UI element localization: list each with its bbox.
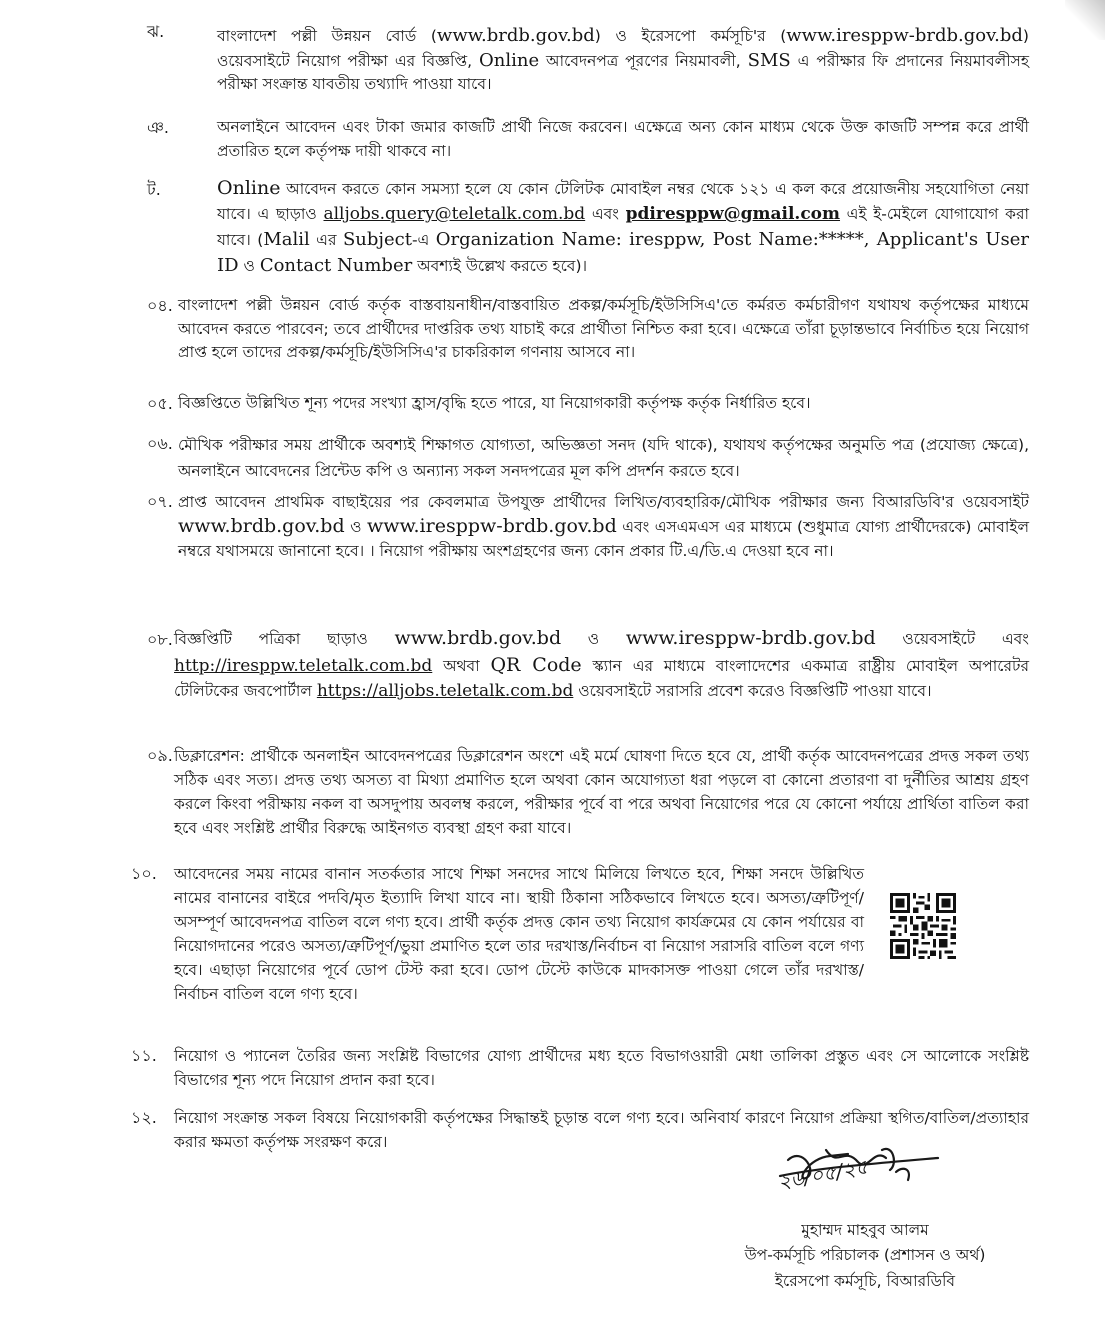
item-number: ০৭. bbox=[147, 492, 173, 511]
item-number: ১১. bbox=[131, 1046, 157, 1065]
item-number: ০৮. bbox=[147, 630, 173, 649]
item-text: মৌখিক পরীক্ষার সময় প্রার্থীকে অবশ্যই শিক্ষাগত যোগ্যতা, অভিজ্ঞতা সনদ (যদি থাকে), যথাযথ কর্তৃপক্ষের অনুমতি পত্র (প্রযোজ্য ক্ষেত্রে), অনলাইনে আবেদনের প্রিন্টেড কপি ও অন্যান্য সকল সনদপত্রের মূল কপি প্রদর্শন করতে হবে। bbox=[178, 436, 1029, 480]
item-number: ১২. bbox=[131, 1108, 157, 1127]
signature-date: ২৬/০৫/২৫ bbox=[775, 1154, 871, 1194]
link-iresppw-teletalk[interactable]: http://iresppw.teletalk.com.bd bbox=[174, 655, 433, 676]
email-link[interactable]: pdiresppw@gmail.com bbox=[625, 204, 841, 224]
item-number: ০৪. bbox=[147, 296, 173, 315]
link-alljobs-teletalk[interactable]: https://alljobs.teletalk.com.bd bbox=[316, 681, 574, 701]
item-text: প্রাপ্ত আবেদন প্রাথমিক বাছাইয়ের পর কেবলমাত্র উপযুক্ত প্রার্থীদের লিখিত/ব্যবহারিক/মৌখিক পরীক্ষার জন্য বিআরডিবি'র ওয়েবসাইট www.brdb.gov.bd ও www.iresppw-brdb.gov.bd এবং এসএমএস এর মাধ্যমে (শুধুমাত্র যোগ্য প্রার্থীদেরকে) মোবাইল নম্বরে যথাসময়ে জানানো হবে। । নিয়োগ পরীক্ষায় অংশগ্রহণের জন্য কোন প্রকার টি.এ/ডি.এ দেওয়া হবে না। bbox=[178, 493, 1030, 560]
qr-code-icon bbox=[887, 890, 959, 962]
signatory-designation: উপ-কর্মসূচি পরিচালক (প্রশাসন ও অর্থ) bbox=[744, 1246, 986, 1264]
item-number: ঞ. bbox=[147, 118, 169, 137]
item-number: ট. bbox=[147, 180, 161, 199]
item-text: নিয়োগ সংক্রান্ত সকল বিষয়ে নিয়োগকারী কর্তৃপক্ষের সিদ্ধান্তই চূড়ান্ত বলে গণ্য হবে। অনিবার্য কারণে নিয়োগ প্রক্রিয়া স্থগিত/বাতিল/প্রত্যাহার করার ক্ষমতা কর্তৃপক্ষ সংরক্ষণ করে। bbox=[174, 1109, 1029, 1151]
signatory-name: মুহাম্মদ মাহবুব আলম bbox=[801, 1221, 929, 1239]
item-text: অনলাইনে আবেদন এবং টাকা জমার কাজটি প্রার্থী নিজে করবেন। এক্ষেত্রে অন্য কোন মাধ্যম থেকে উক্ত কাজটি সম্পন্ন করে প্রার্থী প্রতারিত হলে কর্তৃপক্ষ দায়ী থাকবে না। bbox=[217, 118, 1029, 160]
item-text: ডিক্লারেশন: প্রার্থীকে অনলাইন আবেদনপত্রের ডিক্লারেশন অংশে এই মর্মে ঘোষণা দিতে হবে যে, প্রার্থী কর্তৃক আবেদনপত্রের প্রদত্ত সকল তথ্য সঠিক এবং সত্য। প্রদত্ত তথ্য অসত্য বা মিথ্যা প্রমাণিত হলে অথবা কোন অযোগ্যতা ধরা পড়লে বা কোনো প্রতারণা বা দুর্নীতির আশ্রয় গ্রহণ করলে কিংবা পরীক্ষায় নকল বা অসদুপায় অবলম্ব করলে, পরীক্ষার পূর্বে বা পরে অথবা নিয়োগের পরে যে কোনো পর্যায়ে প্রার্থিতা বাতিল করা হবে এবং সংশ্লিষ্ট প্রার্থীর বিরুদ্ধে আইনগত ব্যবস্থা গ্রহণ করা যাবে। bbox=[174, 747, 1029, 837]
item-text: আবেদনের সময় নামের বানান সতর্কতার সাথে শিক্ষা সনদের সাথে মিলিয়ে লিখতে হবে, শিক্ষা সনদে উল্লিখিত নামের বানানের বাইরে পদবি/মৃত ইত্যাদি লিখা যাবে না। স্থায়ী ঠিকানা সঠিকভাবে লিখতে হবে। অসত্য/ত্রুটিপূর্ণ/অসম্পূর্ণ আবেদনপত্র বাতিল বলে গণ্য হবে। প্রার্থী কর্তৃক প্রদত্ত কোন তথ্য নিয়োগ কার্যক্রমের যে কোন পর্যায়ের বা নিয়োগদানের পরেও অসত্য/ত্রুটিপূর্ণ/ভুয়া প্রমাণিত হলে তার দরখাস্ত/নির্বাচন বা নিয়োগ সরাসরি বাতিল বলে গণ্য হবে। এছাড়া নিয়োগের পূর্বে ডোপ টেস্ট করা হবে। ডোপ টেস্টে কাউকে মাদকাসক্ত পাওয়া গেলে তাঁর দরখাস্ত/নির্বাচন বাতিল বলে গণ্য হবে। bbox=[174, 865, 864, 1003]
item-number: ১০. bbox=[131, 864, 157, 883]
item-text: নিয়োগ ও প্যানেল তৈরির জন্য সংশ্লিষ্ট বিভাগের যোগ্য প্রার্থীদের মধ্য হতে বিভাগওয়ারী মেধা তালিকা প্রস্তুত এবং সে আলোকে সংশ্লিষ্ট বিভাগের শূন্য পদে নিয়োগ প্রদান করা হবে। bbox=[174, 1047, 1029, 1089]
email-link[interactable]: alljobs.query@teletalk.com.bd bbox=[323, 204, 586, 224]
item-number: ০৯. bbox=[147, 746, 173, 765]
page-corner-shadow bbox=[1065, 0, 1105, 40]
item-text: বাংলাদেশ পল্লী উন্নয়ন বোর্ড কর্তৃক বাস্তবায়নাধীন/বাস্তবায়িত প্রকল্প/কর্মসূচি/ইউসিসিএ'তে কর্মরত কর্মচারীগণ যথাযথ কর্তৃপক্ষের মাধ্যমে আবেদন করতে পারবেন; তবে প্রার্থীদের দাপ্তরিক তথ্য যাচাই করে প্রার্থীতা নিশ্চিত করা হবে। এক্ষেত্রে তাঁরা চূড়ান্তভাবে নির্বাচিত হয়ে নিয়োগ প্রাপ্ত হলে তাদের প্রকল্প/কর্মসূচি/ইউসিসিএ'র চাকরিকাল গণনায় আসবে না। bbox=[178, 296, 1029, 361]
item-number: ০৫. bbox=[147, 394, 173, 413]
signatory-office: ইরেসপো কর্মসূচি, বিআরডিবি bbox=[774, 1272, 956, 1290]
item-text: Online আবেদন করতে কোন সমস্যা হলে যে কোন টেলিটক মোবাইল নম্বর থেকে ১২১ এ কল করে প্রয়োজনীয় সহযোগিতা নেয়া যাবে। এ ছাড়াও alljobs.query@teletalk.com.bd এবং pdiresppw@gmail.com এই ই-মেইলে যোগাযোগ করা যাবে। (Malil এর Subject-এ Organization Name: iresppw, Post Name:*****, Applicant's User ID ও Contact Number অবশ্যই উল্লেখ করতে হবে)। bbox=[217, 177, 1030, 276]
item-text: বিজ্ঞপ্তিটি পত্রিকা ছাড়াও www.brdb.gov.bd ও www.iresppw-brdb.gov.bd ওয়েবসাইটে এবং http://iresppw.teletalk.com.bd অথবা QR Code স্ক্যান এর মাধ্যমে বাংলাদেশের একমাত্র রাষ্ট্রীয় মোবাইল অপারেটর টেলিটকের জবপোর্টাল https://alljobs.teletalk.com.bd ওয়েবসাইটে সরাসরি প্রবেশ করেও বিজ্ঞপ্তিটি পাওয়া যাবে। bbox=[174, 627, 1029, 701]
item-number: ঝ. bbox=[147, 22, 165, 41]
item-text: বিজ্ঞপ্তিতে উল্লিখিত শূন্য পদের সংখ্যা হ্রাস/বৃদ্ধি হতে পারে, যা নিয়োগকারী কর্তৃপক্ষ কর্তৃক নির্ধারিত হবে। bbox=[178, 394, 811, 412]
item-number: ০৬. bbox=[147, 434, 173, 453]
item-text: বাংলাদেশ পল্লী উন্নয়ন বোর্ড (www.brdb.gov.bd) ও ইরেসপো কর্মসূচি'র (www.iresppw-brdb.gov.bd) ওয়েবসাইটে নিয়োগ পরীক্ষা এর বিজ্ঞপ্তি, Online আবেদনপত্র পূরণের নিয়মাবলী, SMS এ পরীক্ষার ফি প্রদানের নিয়মাবলীসহ পরীক্ষা সংক্রান্ত যাবতীয় তথ্যাদি পাওয়া যাবে। bbox=[217, 25, 1030, 93]
